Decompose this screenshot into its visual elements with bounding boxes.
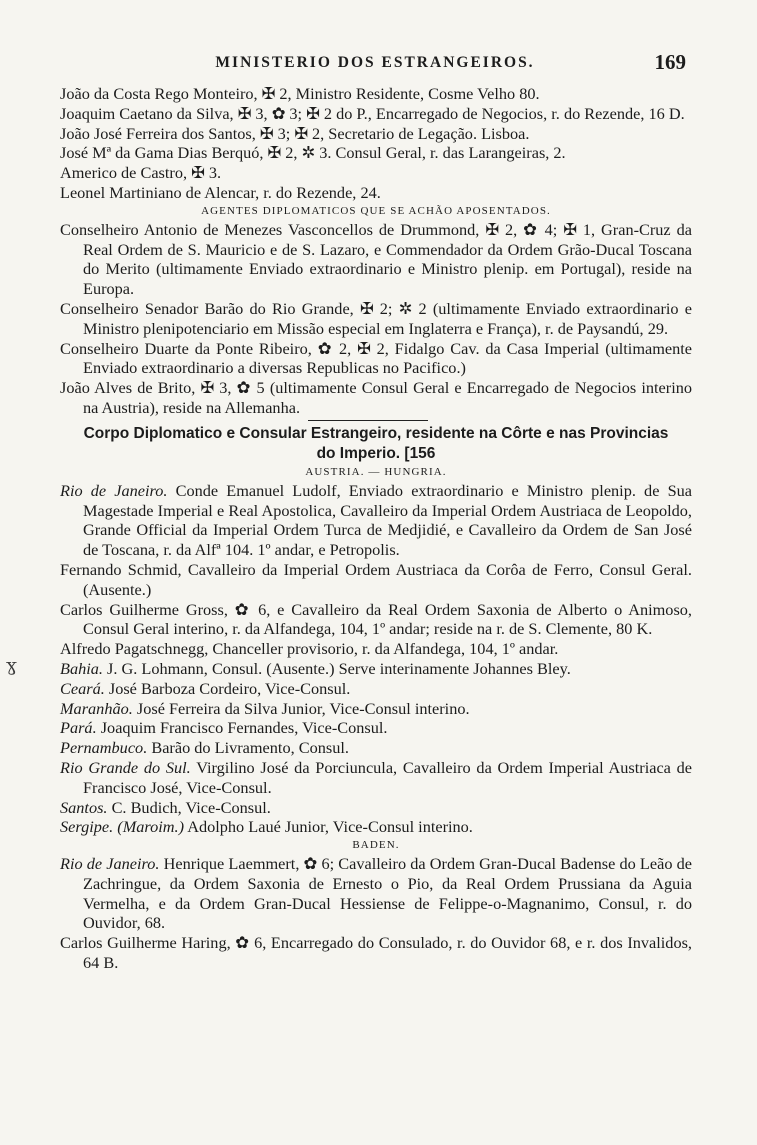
entry: João da Costa Rego Monteiro, ✠ 2, Ministro Residente, Cosme Velho 80. [60, 84, 540, 103]
entry [60, 679, 692, 699]
entry: Conselheiro Antonio de Menezes Vasconcellos de Drummond, ✠ 2, ✿ 4; ✠ 1, Gran-Cruz da Real Ordem de S. Mauricio e de S. Lazaro, e Commendador da Ordem Grão-Ducal Toscana do Merito (ultimamente Enviado extraordinario e Ministro plenip. em Portugal), reside na Europa. [60, 219, 692, 299]
entry-place: Sergipe. (Maroim.) [60, 817, 185, 837]
corps-heading-line2: do Imperio. [156 [316, 444, 436, 462]
entry [60, 933, 692, 973]
running-title: MINISTERIO DOS ESTRANGEIROS. [215, 54, 535, 71]
entry [60, 817, 692, 837]
entry: Conselheiro Senador Barão do Rio Grande, ✠ 2; ✲ 2 (ultimamente Enviado extraordinario e Ministro plenipotenciario em Missão especial em Inglaterra e França), r. de Paysandú, 29. [60, 298, 692, 338]
entry-place: Rio de Janeiro. [60, 854, 160, 874]
entry [60, 738, 692, 758]
entry-text: C. Budich, Vice-Consul. [107, 797, 271, 817]
margin-annotation: ɣ [6, 655, 17, 676]
entry [60, 600, 692, 640]
entry: Americo de Castro, ✠ 3. [60, 163, 222, 183]
section-divider [308, 420, 428, 421]
entry-place: Maranhão. [60, 698, 133, 718]
entry [60, 481, 692, 560]
entry-text: Carlos Guilherme Gross, ✿ 6, e Cavalleiro da Real Ordem Saxonia de Alberto o Animoso, Consul Geral interino, r. da Alfandega, 104, 1º andar; reside na r. de S. Clemente, 80 K. [60, 599, 692, 639]
austria-heading: AUSTRIA. — HUNGRIA. [305, 465, 447, 478]
entry-text: Alfredo Pagatschnegg, Chanceller provisorio, r. da Alfandega, 104, 1º andar. [60, 639, 559, 659]
entry-text: Conde Emanuel Ludolf, Enviado extraordinario e Ministro plenip. de Sua Magestade Imperial e Real Apostolica, Cavalleiro da Imperial Ordem Austriaca de Leopoldo, Grande Official da Imperial Ordem Turca de Medjidié, e Cavalleiro da Ordem de San José de Toscana, r. da Alfª 104. 1º andar, e Petropolis. [83, 480, 692, 560]
entry-text: Virgilino José da Porciuncula, Cavalleiro da Ordem Imperial Austriaca de Francisco José, Vice-Consul. [83, 757, 693, 797]
entry [60, 659, 692, 679]
retired-agents-heading: AGENTES DIPLOMATICOS QUE SE ACHÃO APOSENTADOS. [201, 204, 551, 217]
entry-text: J. G. Lohmann, Consul. (Ausente.) Serve interinamente Johannes Bley. [102, 658, 571, 678]
entry [60, 854, 692, 933]
entry-place: Bahia. [60, 658, 103, 678]
entry-place: Rio Grande do Sul. [60, 757, 191, 777]
entry [60, 758, 692, 798]
page-number: 169 [654, 50, 686, 74]
entry: José Mª da Gama Dias Berquó, ✠ 2, ✲ 3. Consul Geral, r. das Larangeiras, 2. [60, 143, 566, 163]
entry: João José Ferreira dos Santos, ✠ 3; ✠ 2, Secretario de Legação. Lisboa. [60, 123, 530, 143]
entry-text: Joaquim Francisco Fernandes, Vice-Consul. [96, 718, 388, 738]
entry: Joaquim Caetano da Silva, ✠ 3, ✿ 3; ✠ 2 do P., Encarregado de Negocios, r. do Rezende, 16 D. [60, 103, 685, 123]
entry-place: Ceará. [60, 678, 105, 698]
entry [60, 699, 692, 719]
entry-text: Barão do Livramento, Consul. [147, 738, 349, 758]
entry-text: Henrique Laemmert, ✿ 6; Cavalleiro da Ordem Gran-Ducal Badense do Leão de Zachringue, da Ordem Saxonia de Ernesto o Pio, da Real Ordem Prussiana da Aguia Vermelha, e da Ordem Gran-Ducal Hessiense de Felippe-o-Magnanimo, Consul, r. do Ouvidor, 68. [83, 854, 692, 933]
entry-place: Pará. [60, 718, 97, 738]
entry-text: Fernando Schmid, Cavalleiro da Imperial Ordem Austriaca da Corôa de Ferro, Consul Geral. (Ausente.) [60, 559, 692, 599]
running-head [60, 50, 690, 78]
entry-text: Adolpho Laué Junior, Vice-Consul interino. [184, 817, 473, 837]
entry [60, 560, 692, 600]
entry [60, 639, 692, 659]
entry-place: Santos. [60, 797, 108, 817]
entry-place: Pernambuco. [60, 738, 148, 758]
baden-heading: BADEN. [352, 839, 400, 852]
entry: Leonel Martiniano de Alencar, r. do Rezende, 24. [60, 182, 381, 202]
page-body [60, 84, 692, 973]
entry-text: José Barboza Cordeiro, Vice-Consul. [104, 678, 351, 698]
entry-place: Rio de Janeiro. [60, 480, 168, 500]
corps-heading-line1: Corpo Diplomatico e Consular Estrangeiro, residente na Côrte e nas Provincias [83, 424, 669, 442]
entry: João Alves de Brito, ✠ 3, ✿ 5 (ultimamente Consul Geral e Encarregado de Negocios interino na Austria), reside na Allemanha. [60, 378, 692, 417]
entry: Conselheiro Duarte da Ponte Ribeiro, ✿ 2, ✠ 2, Fidalgo Cav. da Casa Imperial (ultimamente Enviado extraordinario a diversas Republicas no Pacifico.) [60, 338, 692, 378]
entry [60, 718, 692, 738]
entry-text: Carlos Guilherme Haring, ✿ 6, Encarregado do Consulado, r. do Ouvidor 68, e r. dos Invalidos, 64 B. [60, 933, 692, 973]
entry [60, 798, 692, 818]
entry-text: José Ferreira da Silva Junior, Vice-Consul interino. [132, 698, 470, 718]
